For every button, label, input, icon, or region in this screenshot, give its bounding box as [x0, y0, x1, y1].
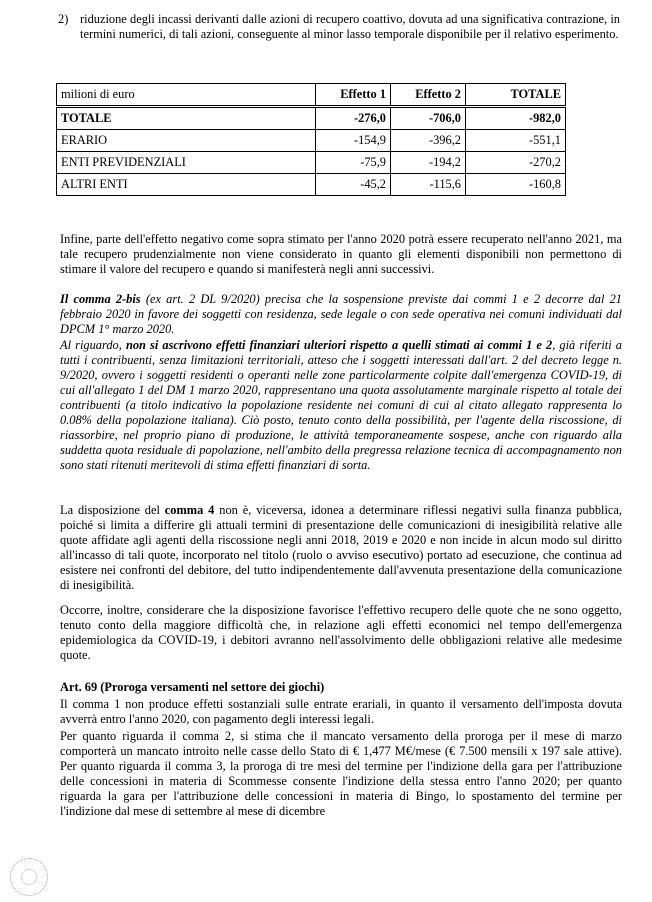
table-header-cell: milioni di euro	[57, 84, 316, 107]
table-cell: -115,6	[391, 174, 466, 196]
paragraph-comma-2-3: Per quanto riguarda il comma 2, si stima che il mancato versamento della proroga per il mese di marzo comporterà un mancato introito nelle casse dello Stato di € 1,477 M€/mese (€ 7.500 mensili x 197 sale attive). Per quanto riguarda il comma 3, la proroga di tre mesi del termine per l'indizione della gara per l'attribuzione delle concessioni in materia di Scommesse consente l'indizione della stessa entro l'anno 2020; per quanto riguarda la gara per l'attribuzione delle concessioni in materia di Bingo, lo spostamento del termine per l'indizione dal mese di settembre al mese di dicembre	[60, 729, 622, 818]
paragraph-text: (ex art. 2 DL 9/2020) precisa che la sospensione previste dai commi 1 e 2 decorre dal 21 febbraio 2020 in favore dei soggetti con residenza, sede legale o con sede operativa nei comuni individuati dal DPCM 1° marzo 2020.	[60, 292, 622, 336]
paragraph-recovery-quotas: Occorre, inoltre, considerare che la disposizione favorisce l'effettivo recupero delle quote che ne sono oggetto, tenuto conto della maggiore difficoltà che, in relazione agli effetti economici nel tempo dell'emergenza epidemiologica da COVID-19, i debitori avranno nell'assolvimento delle obbligazioni relative alle medesime quote.	[60, 603, 622, 662]
table-cell: TOTALE	[57, 107, 316, 130]
list-item-number: 2)	[58, 12, 69, 26]
list-item-text: riduzione degli incassi derivanti dalle azioni di recupero coattivo, dovuta ad una significativa contrazione, in termini numerici, di tali azioni, conseguente al minor lasso temporale disponibile per il relativo esperimento.	[80, 12, 620, 41]
table-header-cell: TOTALE	[466, 84, 566, 107]
table-cell: -276,0	[316, 107, 391, 130]
paragraph-bold: Il comma 2-bis	[60, 292, 141, 306]
section-heading: Art. 69 (Proroga versamenti nel settore dei giochi)	[60, 680, 325, 694]
table-cell: -982,0	[466, 107, 566, 130]
table-cell: -45,2	[316, 174, 391, 196]
table-row	[57, 107, 566, 130]
paragraph-text: non è, viceversa, idonea a determinare riflessi negativi sulla finanza pubblica, poiché si limita a differire gli attuali termini di presentazione delle comunicazioni di inesigibilità relative alle quote affidate agli agenti della riscossione negli anni 2018, 2019 e 2020 e non incide in alcun modo sul diritto all'incasso di tali quote, incorporato nel titolo (ruolo o avviso esecutivo) portato ad esecuzione, che continua ad esistere nei confronti del debitore, del tutto indipendentemente dall'avvenuta presentazione della comunicazione di inesigibilità.	[60, 503, 623, 592]
paragraph-comma-4	[60, 503, 622, 593]
paragraph-text: Al riguardo,	[60, 338, 126, 352]
table-cell: -706,0	[391, 107, 466, 130]
paragraph-bold: non si ascrivono effetti finanziari ulteriori rispetto a quelli stimati ai commi 1 e 2	[125, 338, 553, 352]
list-item-2	[58, 12, 620, 42]
table-row	[57, 130, 566, 152]
table-header-cell: Effetto 2	[391, 84, 466, 107]
table-cell: -194,2	[391, 152, 466, 174]
table-cell: ERARIO	[57, 130, 316, 152]
paragraph-comma-2bis	[60, 292, 622, 337]
paragraph-bold: comma 4	[164, 503, 215, 517]
paragraph-text: , già riferiti a tutti i contribuenti, senza limitazioni territoriali, atteso che i soggetti interessati dall'art. 2 del decreto legge n. 9/2020, ovvero i soggetti residenti o operanti nelle zone particolarmente colpite dall'emergenza COVID-19, di cui all'allegato 1 del DM 1 marzo 2020, rappresentano una quota assolutamente marginale rispetto al totale dei contribuenti (a titolo indicativo la popolazione residente nei comuni di cui al citato allegato rappresenta lo 0.08% della popolazione italiana). Ciò posto, tenuto conto della possibilità, per l'agente della riscossione, di riassorbire, nel proprio piano di produzione, le attività temporaneamente sospese, anche con riguardo alla suddetta quota residuale di popolazione, nell'ambito della pregressa relazione tecnica di accompagnamento non sono stati ritenuti meritevoli di stima effetti finanziari di sorta.	[60, 338, 622, 472]
table-cell: ENTI PREVIDENZIALI	[57, 152, 316, 174]
table-header-cell: Effetto 1	[316, 84, 391, 107]
table-cell: -154,9	[316, 130, 391, 152]
stamp-seal-icon	[10, 858, 48, 896]
table-cell: ALTRI ENTI	[57, 174, 316, 196]
table-cell: -75,9	[316, 152, 391, 174]
paragraph-comma-1: Il comma 1 non produce effetti sostanziali sulle entrate erariali, in quanto il versamento dell'imposta dovuta avverrà entro l'anno 2020, con pagamento degli interessi legali.	[60, 697, 622, 726]
paragraph-text: La disposizione del	[60, 503, 165, 517]
table-row	[57, 152, 566, 174]
effects-table	[56, 83, 566, 196]
table-cell: -396,2	[391, 130, 466, 152]
table-row	[57, 174, 566, 196]
paragraph-recovery: Infine, parte dell'effetto negativo come sopra stimato per l'anno 2020 potrà essere recuperato nell'anno 2021, ma tale recupero prudenzialmente non viene considerato in quanto gli elementi disponibili non permettono di stimare il valore del recupero e quando si manifesterà negli anni successivi.	[60, 232, 622, 276]
table-header-row	[57, 84, 566, 107]
table-cell: -551,1	[466, 130, 566, 152]
table-cell: -160,8	[466, 174, 566, 196]
paragraph-no-effects	[60, 338, 622, 473]
table-cell: -270,2	[466, 152, 566, 174]
